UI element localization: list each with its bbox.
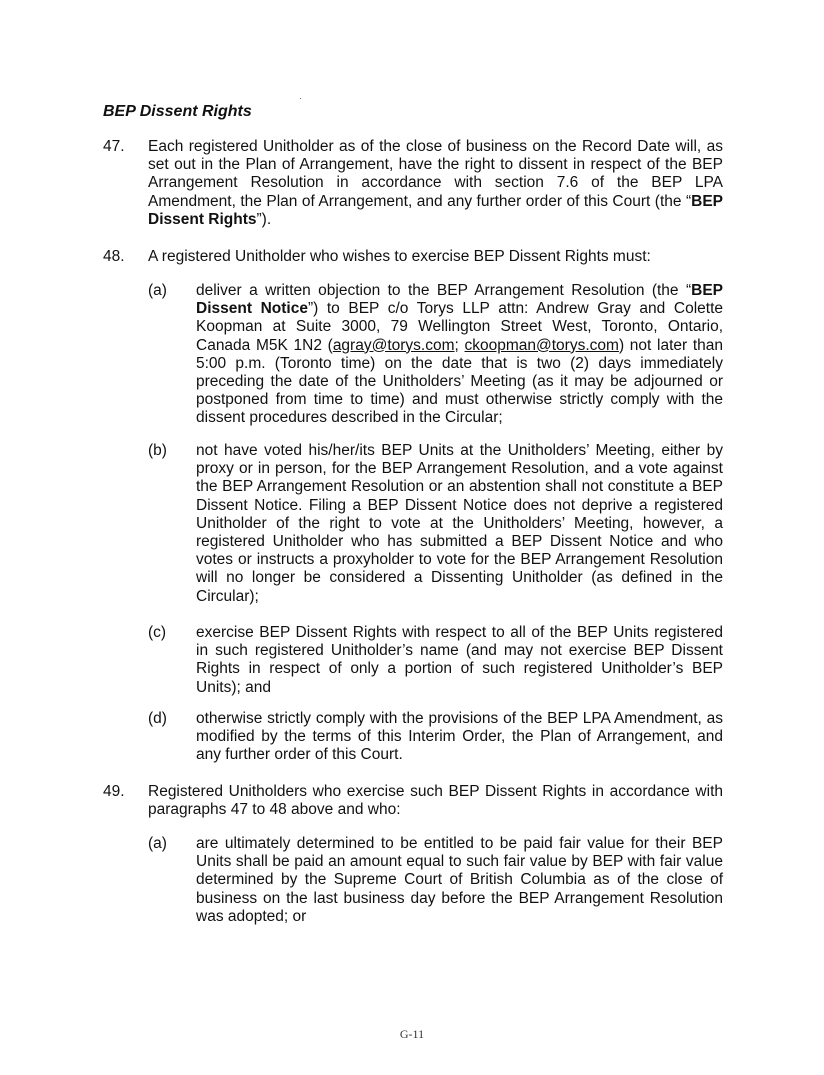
page-number: G-11 xyxy=(399,1027,425,1041)
subparagraph-label: (d) xyxy=(148,710,167,727)
paragraph-body: A registered Unitholder who wishes to exercise BEP Dissent Rights must: xyxy=(148,248,651,265)
paragraph-number: 48. xyxy=(103,248,125,265)
subparagraph-body: deliver a written objection to the BEP Arrangement Resolution (the “BEP Dissent Notice”) to BEP c/o Torys LLP attn: Andrew Gray and Colette Koopman at Suite 3000, 79 Wellington Street West, Toronto, Ontario, Canada M5K 1N2 (agray@torys.com; ckoopman@torys.com) not later than 5:00 p.m. (Toronto time) on the date that is two (2) days immediately preceding the date of the Unitholders’ Meeting (as it may be adjourned or postponed from time to time) and must otherwise strictly comply with the dissent procedures described in the Circular; xyxy=(196,282,724,427)
defined-term: BEP Dissent Notice xyxy=(196,282,723,318)
paragraph-body: Each registered Unitholder as of the close of business on the Record Date will, as set out in the Plan of Arrangement, have the right to dissent in respect of the BEP Arrangement Resolution in accordance with section 7.6 of the BEP LPA Amendment, the Plan of Arrangement, and any further order of this Court (the “BEP Dissent Rights”). xyxy=(148,138,723,228)
subparagraph-body: otherwise strictly comply with the provisions of the BEP LPA Amendment, as modified by the terms of this Interim Order, the Plan of Arrangement, and any further order of this Court. xyxy=(196,710,723,764)
section-heading: BEP Dissent Rights xyxy=(103,103,252,120)
email-link[interactable]: agray@torys.com xyxy=(332,336,455,354)
subparagraph-48d xyxy=(148,710,723,765)
paragraph-number: 47. xyxy=(103,138,125,155)
subparagraph-48a xyxy=(148,282,723,428)
subparagraph-body: not have voted his/her/its BEP Units at the Unitholders’ Meeting, either by proxy or in person, for the BEP Arrangement Resolution, and a vote against the BEP Arrangement Resolution or an abstention shall not constitute a BEP Dissent Notice. Filing a BEP Dissent Notice does not deprive a registered Unitholder of the right to vote at the Unitholders’ Meeting, however, a registered Unitholder who has submitted a BEP Dissent Notice and who votes or instructs a proxyholder to vote for the BEP Arrangement Resolution will no longer be considered a Dissenting Unitholder (as defined in the Circular); xyxy=(196,442,723,605)
scan-speck xyxy=(300,98,301,99)
subparagraph-label: (a) xyxy=(148,835,167,852)
defined-term: BEP Dissent Rights xyxy=(148,192,723,228)
paragraph-number: 49. xyxy=(103,783,125,800)
subparagraph-48b xyxy=(148,442,723,606)
subparagraph-body: exercise BEP Dissent Rights with respect to all of the BEP Units registered in such registered Unitholder’s name (and may not exercise BEP Dissent Rights in respect of only a portion of such registered Unitholder’s BEP Units); and xyxy=(196,624,723,696)
subparagraph-label: (b) xyxy=(148,442,167,459)
subparagraph-body: are ultimately determined to be entitled to be paid fair value for their BEP Units shall be paid an amount equal to such fair value by BEP with fair value determined by the Supreme Court of British Columbia as of the close of business on the last business day before the BEP Arrangement Resolution was adopted; or xyxy=(196,835,723,925)
paragraph-body: Registered Unitholders who exercise such BEP Dissent Rights in accordance with paragraphs 47 to 48 above and who: xyxy=(148,783,723,819)
paragraph-49 xyxy=(103,783,723,819)
paragraph-47 xyxy=(103,138,723,229)
subparagraph-label: (a) xyxy=(148,282,167,299)
subparagraph-49a xyxy=(148,835,723,926)
paragraph-48 xyxy=(103,248,723,266)
email-link[interactable]: ckoopman@torys.com xyxy=(464,336,619,354)
subparagraph-label: (c) xyxy=(148,624,167,641)
subparagraph-48c xyxy=(148,624,723,697)
